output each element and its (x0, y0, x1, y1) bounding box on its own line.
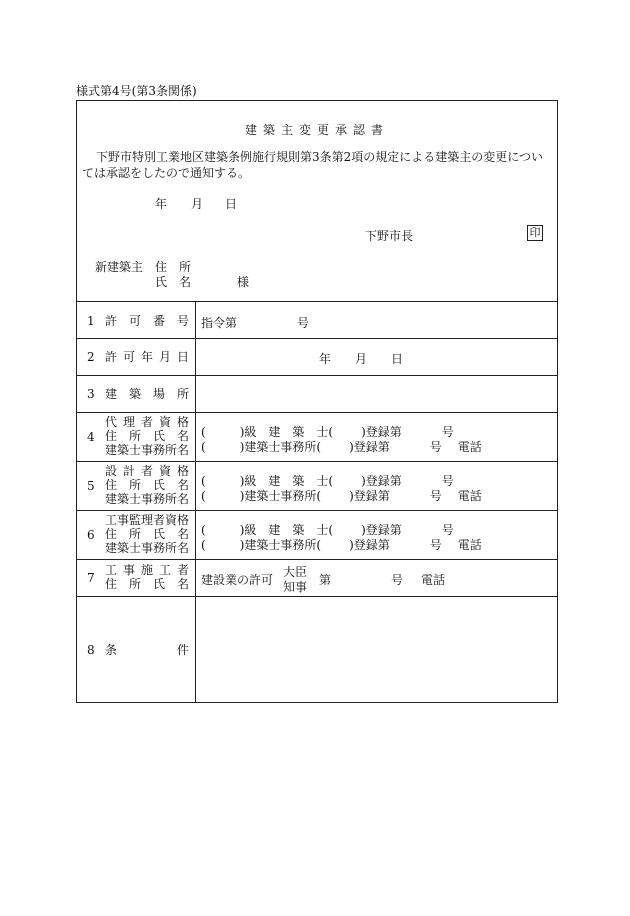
issue-date-day: 日 (225, 197, 238, 211)
row-4-architect-line: ( )級 建 築 士( )登録第 号 (201, 425, 454, 439)
construction-permit-label: 建設業の許可 (201, 573, 274, 587)
new-owner-address-label: 住 所 (155, 260, 192, 274)
row-7-label: 工事施工者 住所氏名 (105, 563, 189, 591)
minister-label: 大臣 (283, 565, 308, 579)
document-title: 建築主変更承認書 (244, 123, 389, 137)
row-divider (77, 412, 557, 413)
permit-number-suffix: 号 (297, 316, 310, 330)
table-top-border (77, 301, 557, 302)
row-1-label: 許 可 番 号 (105, 314, 190, 328)
row-8-number: 8 (87, 643, 95, 657)
row-4-office-line: ( )建築士事務所( )登録第 号 電話 (201, 440, 482, 454)
row-5-architect-line: ( )級 建 築 士( )登録第 号 (201, 474, 454, 488)
notice-body-text: 下野市特別工業地区建築条例施行規則第3条第2項の規定による建築主の変更については承認をしたので通知する。 (82, 150, 544, 180)
issue-date-year: 年 (155, 197, 168, 211)
row-4-number: 4 (87, 430, 95, 444)
row-5-number: 5 (87, 479, 95, 493)
row-8-label: 条 件 (105, 643, 189, 657)
row-3-label: 建 築 場 所 (105, 387, 190, 401)
row-2-number: 2 (87, 350, 95, 364)
permit-dai-label: 第 (319, 573, 332, 587)
row-1-number: 1 (87, 314, 95, 328)
row-2-label: 許可年月日 (105, 350, 189, 364)
row-3-number: 3 (87, 387, 95, 401)
new-owner-label: 新建築主 (95, 260, 144, 274)
honorific-sama: 様 (237, 275, 250, 289)
permit-date-month: 月 (355, 352, 368, 366)
row-5-office-line: ( )建築士事務所( )登録第 号 電話 (201, 489, 482, 503)
new-owner-name-label: 氏 名 (155, 275, 192, 289)
row-divider (77, 338, 557, 339)
approval-form (76, 100, 558, 703)
telephone-label: 電話 (421, 573, 446, 587)
issue-date-month: 月 (191, 197, 204, 211)
row-5-label: 設計者資格 住所氏名 建築士事務所名 (105, 464, 190, 506)
row-divider (77, 596, 557, 597)
column-divider (195, 301, 196, 703)
seal-stamp: 印 (527, 225, 543, 241)
row-4-label: 代理者資格 住所氏名 建築士事務所名 (105, 415, 190, 457)
governor-label: 知事 (283, 580, 308, 594)
row-divider (77, 461, 557, 462)
mayor-signature: 下野市長 (365, 229, 414, 243)
permit-date-year: 年 (319, 352, 332, 366)
row-7-number: 7 (87, 571, 95, 585)
row-6-label: 工事監理者資格 住所氏名 建築士事務所名 (105, 513, 190, 555)
permit-go-label: 号 (391, 573, 404, 587)
row-6-number: 6 (87, 528, 95, 542)
row-divider (77, 375, 557, 376)
permit-number-prefix: 指令第 (201, 316, 238, 330)
row-6-office-line: ( )建築士事務所( )登録第 号 電話 (201, 538, 482, 552)
row-6-architect-line: ( )級 建 築 士( )登録第 号 (201, 523, 454, 537)
form-number-label: 様式第4号(第3条関係) (76, 84, 197, 98)
row-divider (77, 510, 557, 511)
permit-date-day: 日 (391, 352, 404, 366)
row-divider (77, 559, 557, 560)
